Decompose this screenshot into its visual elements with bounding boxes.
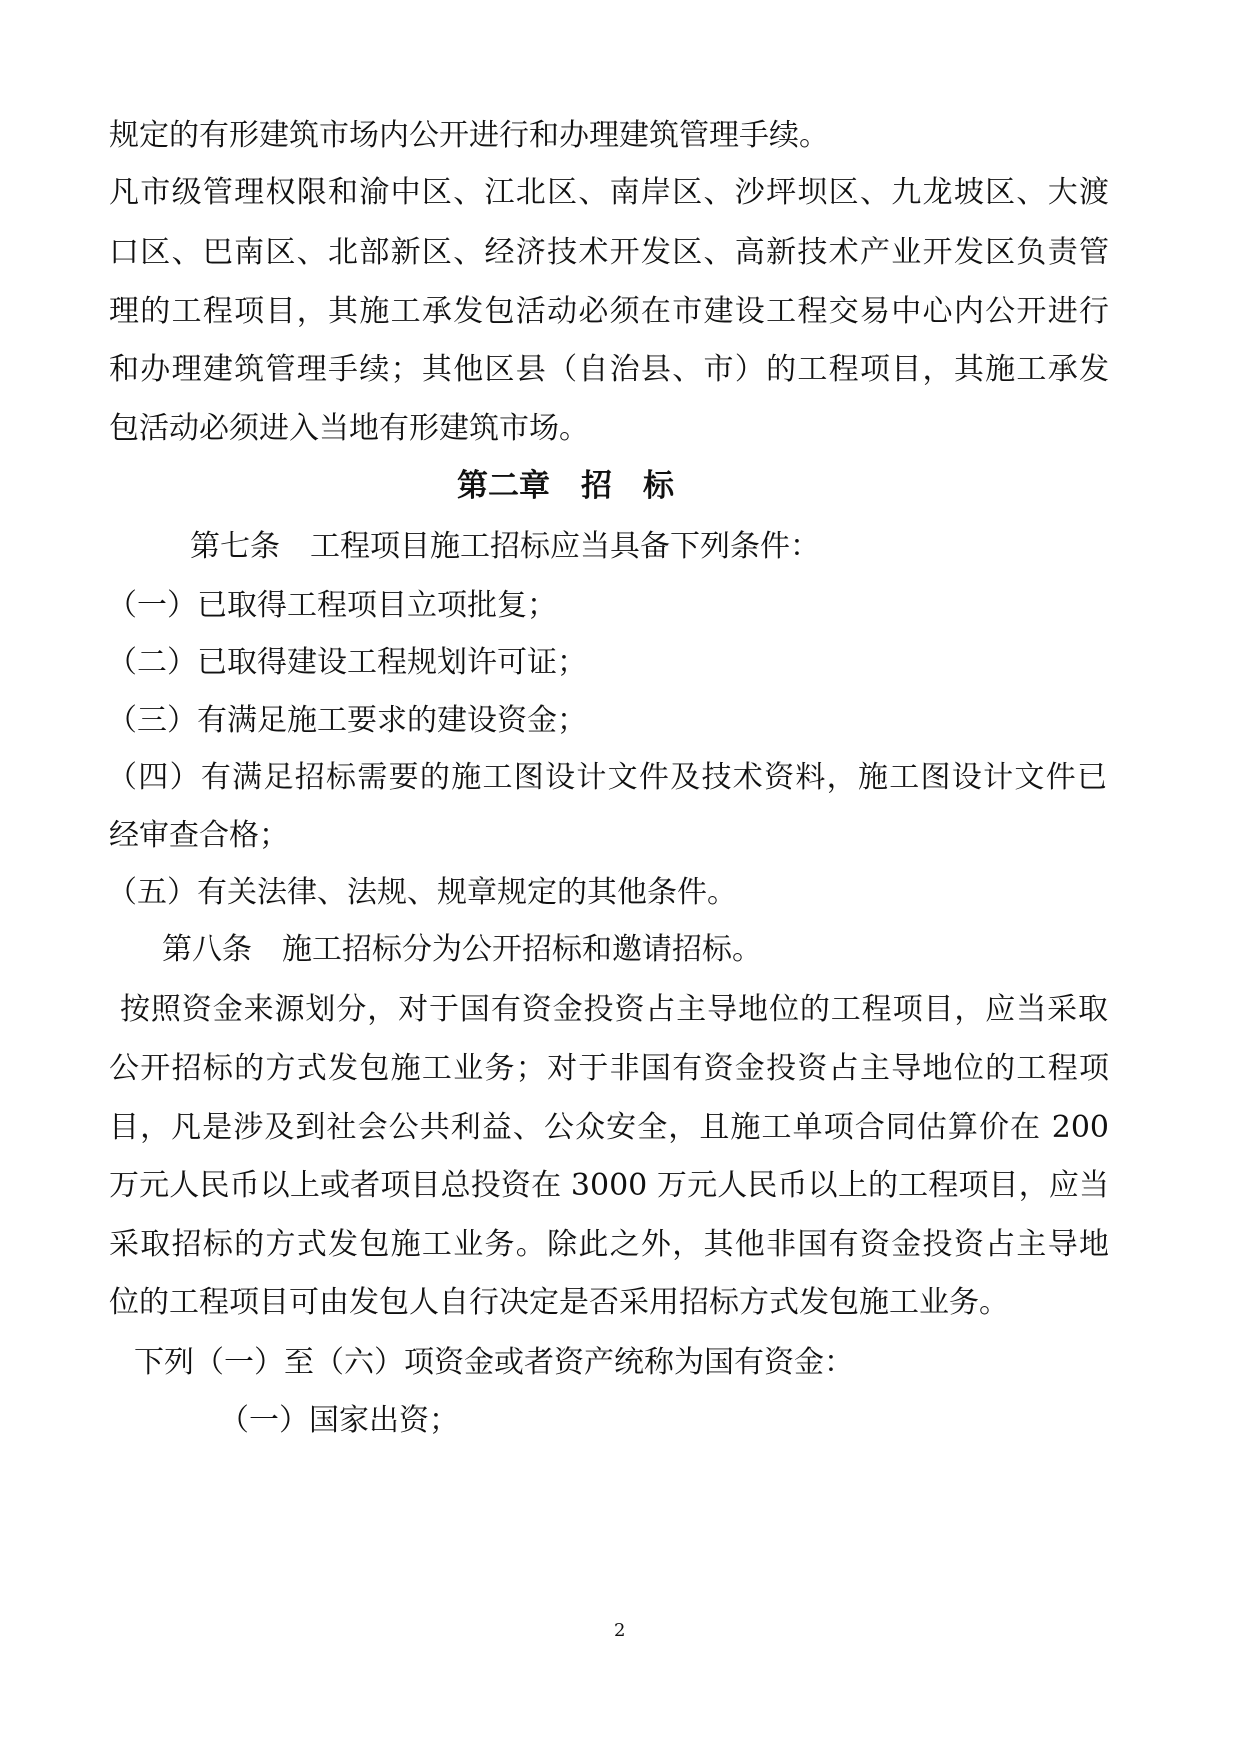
text-line: 包活动必须进入当地有形建筑市场。 xyxy=(109,411,589,446)
page-number: 2 xyxy=(614,1620,626,1641)
list-item: （四）有满足招标需要的施工图设计文件及技术资料，施工图设计文件已 xyxy=(107,760,1107,795)
list-item: （一）国家出资； xyxy=(219,1403,459,1438)
list-item: （二）已取得建设工程规划许可证； xyxy=(107,645,587,680)
chapter-heading: 第二章 招 标 xyxy=(457,468,674,504)
article-line: 第八条 施工招标分为公开招标和邀请招标。 xyxy=(162,932,762,967)
text-line: 凡市级管理权限和渝中区、江北区、南岸区、沙坪坝区、九龙坡区、大渡 xyxy=(109,175,1109,210)
text-line: 经审查合格； xyxy=(109,818,289,853)
article-line: 第七条 工程项目施工招标应当具备下列条件： xyxy=(190,529,820,564)
text-line: 公开招标的方式发包施工业务；对于非国有资金投资占主导地位的工程项 xyxy=(109,1051,1109,1086)
text-line: 口区、巴南区、北部新区、经济技术开发区、高新技术产业开发区负责管 xyxy=(109,235,1109,270)
text-line: 下列（一）至（六）项资金或者资产统称为国有资金： xyxy=(134,1345,854,1380)
text-line: 理的工程项目，其施工承发包活动必须在市建设工程交易中心内公开进行 xyxy=(109,294,1109,329)
text-line: 规定的有形建筑市场内公开进行和办理建筑管理手续。 xyxy=(109,118,829,153)
list-item: （一）已取得工程项目立项批复； xyxy=(107,588,557,623)
text-line: 位的工程项目可由发包人自行决定是否采用招标方式发包施工业务。 xyxy=(109,1285,1009,1320)
list-item: （五）有关法律、法规、规章规定的其他条件。 xyxy=(107,875,737,910)
list-item: （三）有满足施工要求的建设资金； xyxy=(107,703,587,738)
text-line: 和办理建筑管理手续；其他区县（自治县、市）的工程项目，其施工承发 xyxy=(109,352,1109,387)
text-line: 目，凡是涉及到社会公共利益、公众安全，且施工单项合同估算价在 200 xyxy=(109,1110,1109,1145)
text-line: 万元人民币以上或者项目总投资在 3000 万元人民币以上的工程项目，应当 xyxy=(109,1168,1109,1203)
text-line: 采取招标的方式发包施工业务。除此之外，其他非国有资金投资占主导地 xyxy=(109,1227,1109,1262)
text-line: 按照资金来源划分，对于国有资金投资占主导地位的工程项目，应当采取 xyxy=(120,992,1108,1027)
